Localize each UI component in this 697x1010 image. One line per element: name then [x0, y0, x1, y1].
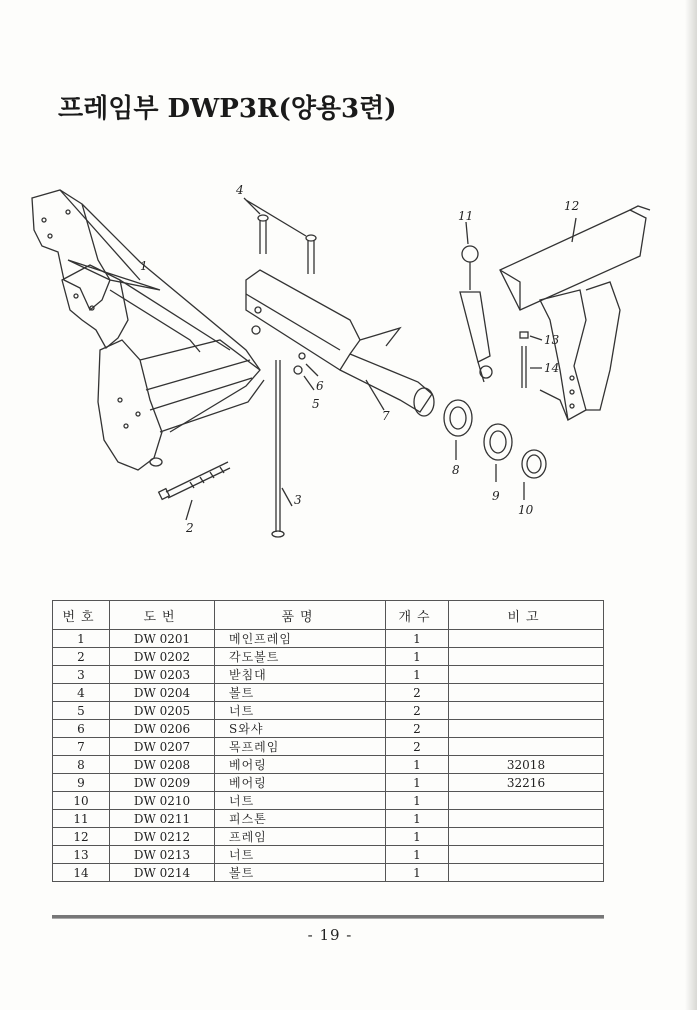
callout-8: 8 [452, 463, 460, 477]
row-name: 너트 [215, 792, 386, 810]
row-code: DW 0203 [110, 666, 215, 684]
row-note [449, 846, 604, 864]
row-code: DW 0210 [110, 792, 215, 810]
table-row [53, 828, 604, 846]
row-name: 메인프레임 [215, 630, 386, 648]
bearings-drawing [444, 400, 546, 500]
callout-4: 4 [236, 183, 244, 197]
row-note: 32216 [449, 774, 604, 792]
row-name: 베어링 [215, 774, 386, 792]
table-row [53, 864, 604, 882]
row-qty: 1 [386, 846, 449, 864]
row-code: DW 0206 [110, 720, 215, 738]
row-name: S와샤 [215, 720, 386, 738]
table-row [53, 684, 604, 702]
callout-10: 10 [518, 503, 534, 517]
callout-12: 12 [564, 199, 580, 213]
table-row [53, 720, 604, 738]
row-qty: 1 [386, 756, 449, 774]
header-qty: 개수 [386, 601, 449, 630]
table-row [53, 648, 604, 666]
callout-14: 14 [544, 361, 560, 375]
row-qty: 1 [386, 864, 449, 882]
neck-frame-drawing [246, 270, 434, 416]
row-qty: 2 [386, 738, 449, 756]
row-qty: 1 [386, 792, 449, 810]
row-note [449, 738, 604, 756]
row-note [449, 684, 604, 702]
row-note [449, 630, 604, 648]
support-rod-drawing [272, 360, 292, 537]
header-code: 도번 [110, 601, 215, 630]
row-qty: 1 [386, 774, 449, 792]
page-edge-shadow [685, 0, 697, 1010]
callout-7: 7 [382, 409, 390, 423]
table-row [53, 666, 604, 684]
row-code: DW 0212 [110, 828, 215, 846]
footer-rule [52, 915, 604, 919]
row-name: 프레임 [215, 828, 386, 846]
table-row [53, 774, 604, 792]
row-no: 13 [53, 846, 110, 864]
main-frame-drawing [32, 190, 264, 470]
nut-washer-drawing [294, 353, 318, 390]
row-no: 4 [53, 684, 110, 702]
row-no: 3 [53, 666, 110, 684]
row-code: DW 0209 [110, 774, 215, 792]
row-code: DW 0211 [110, 810, 215, 828]
row-no: 10 [53, 792, 110, 810]
row-name: 받침대 [215, 666, 386, 684]
row-no: 1 [53, 630, 110, 648]
callout-5: 5 [312, 397, 320, 411]
row-name: 피스톤 [215, 810, 386, 828]
table-row [53, 630, 604, 648]
row-qty: 1 [386, 828, 449, 846]
bolts-drawing [244, 198, 316, 274]
row-qty: 1 [386, 810, 449, 828]
row-code: DW 0205 [110, 702, 215, 720]
row-name: 너트 [215, 702, 386, 720]
row-name: 목프레임 [215, 738, 386, 756]
row-name: 베어링 [215, 756, 386, 774]
table-row [53, 756, 604, 774]
row-no: 8 [53, 756, 110, 774]
row-note [449, 666, 604, 684]
callout-3: 3 [294, 493, 302, 507]
row-code: DW 0201 [110, 630, 215, 648]
row-qty: 1 [386, 666, 449, 684]
row-note [449, 810, 604, 828]
header-name: 품명 [215, 601, 386, 630]
table-row [53, 792, 604, 810]
row-no: 12 [53, 828, 110, 846]
row-note [449, 648, 604, 666]
header-note: 비고 [449, 601, 604, 630]
table-row [53, 846, 604, 864]
angle-bolt-drawing [159, 462, 230, 520]
row-code: DW 0214 [110, 864, 215, 882]
table-row [53, 810, 604, 828]
page-number: - 19 - [307, 926, 353, 944]
row-name: 각도볼트 [215, 648, 386, 666]
parts-table [52, 600, 604, 882]
row-qty: 1 [386, 630, 449, 648]
row-name: 너트 [215, 846, 386, 864]
row-no: 9 [53, 774, 110, 792]
row-no: 6 [53, 720, 110, 738]
callout-2: 2 [186, 521, 194, 535]
row-no: 2 [53, 648, 110, 666]
callout-11: 11 [458, 209, 474, 223]
row-code: DW 0213 [110, 846, 215, 864]
row-name: 볼트 [215, 864, 386, 882]
row-qty: 2 [386, 702, 449, 720]
row-qty: 1 [386, 648, 449, 666]
page-title: 프레임부 DWP3R(양용3련) [58, 94, 397, 124]
header-no: 번호 [53, 601, 110, 630]
table-row [53, 702, 604, 720]
row-qty: 2 [386, 684, 449, 702]
row-qty: 2 [386, 720, 449, 738]
callout-13: 13 [544, 333, 560, 347]
row-no: 5 [53, 702, 110, 720]
row-code: DW 0204 [110, 684, 215, 702]
callout-6: 6 [316, 379, 324, 393]
piston-drawing [460, 222, 492, 382]
exploded-parts-diagram [20, 170, 660, 550]
row-note [449, 702, 604, 720]
row-note [449, 864, 604, 882]
row-note: 32018 [449, 756, 604, 774]
row-name: 볼트 [215, 684, 386, 702]
table-header-row [53, 601, 604, 630]
row-note [449, 828, 604, 846]
row-no: 11 [53, 810, 110, 828]
nut-bolt-right-drawing [520, 332, 542, 388]
row-code: DW 0207 [110, 738, 215, 756]
row-code: DW 0202 [110, 648, 215, 666]
row-note [449, 720, 604, 738]
row-note [449, 792, 604, 810]
parts-table-body [53, 630, 604, 882]
row-no: 7 [53, 738, 110, 756]
callout-9: 9 [492, 489, 500, 503]
table-row [53, 738, 604, 756]
callout-1: 1 [140, 259, 148, 273]
row-code: DW 0208 [110, 756, 215, 774]
row-no: 14 [53, 864, 110, 882]
